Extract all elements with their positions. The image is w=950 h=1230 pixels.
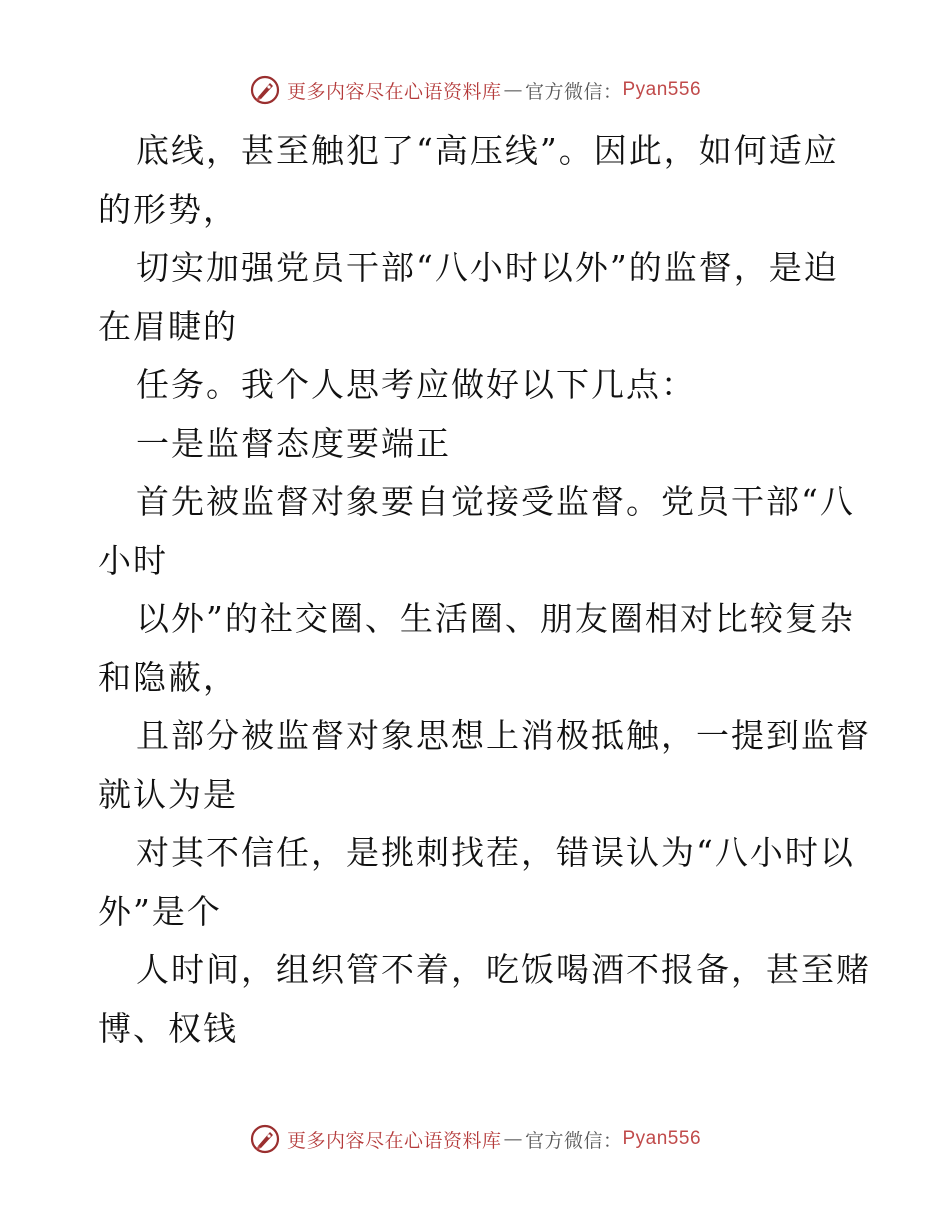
body-line: 任务。我个人思考应做好以下几点：: [136, 365, 696, 404]
body-line: 在眉睫的: [98, 306, 238, 346]
footer-wechat-handle: Pyan556: [622, 1128, 702, 1149]
header-official-label: 官方微信：: [524, 80, 623, 103]
body-line: 外”是个: [98, 891, 222, 931]
body-line: 博、权钱: [98, 1008, 238, 1048]
footer-dash: —: [503, 1128, 523, 1150]
document-body: [98, 122, 871, 1058]
body-line: 首先被监督对象要自觉接受监督。党员干部“八: [136, 482, 855, 521]
section-heading: 一是监督态度要端正: [136, 423, 451, 463]
body-line: 切实加强党员干部“八小时以外”的监督，是迫: [136, 248, 839, 287]
body-line: 的形势，: [98, 189, 238, 229]
body-line: 小时: [98, 540, 168, 580]
body-line: 人时间，组织管不着，吃饭喝酒不报备，甚至赌: [136, 950, 871, 989]
header-dash: —: [503, 79, 523, 101]
body-line: 底线，甚至触犯了“高压线”。因此，如何适应: [136, 131, 839, 170]
pen-nib-circle-icon: [249, 74, 281, 106]
body-line: 和隐蔽，: [98, 657, 238, 697]
header-site-name: 更多内容尽在心语资料库: [286, 80, 502, 103]
footer-site-name: 更多内容尽在心语资料库: [286, 1129, 502, 1152]
body-line: 以外”的社交圈、生活圈、朋友圈相对比较复杂: [136, 599, 855, 638]
footer-watermark: [0, 1119, 950, 1159]
footer-official-label: 官方微信：: [524, 1129, 623, 1152]
body-line: 就认为是: [98, 774, 238, 814]
header-watermark: [0, 70, 950, 110]
header-wechat-handle: Pyan556: [622, 79, 702, 100]
body-line: 对其不信任，是挑刺找茬，错误认为“八小时以: [136, 833, 855, 872]
pen-nib-circle-icon: [249, 1123, 281, 1155]
body-line: 且部分被监督对象思想上消极抵触，一提到监督: [136, 716, 871, 755]
